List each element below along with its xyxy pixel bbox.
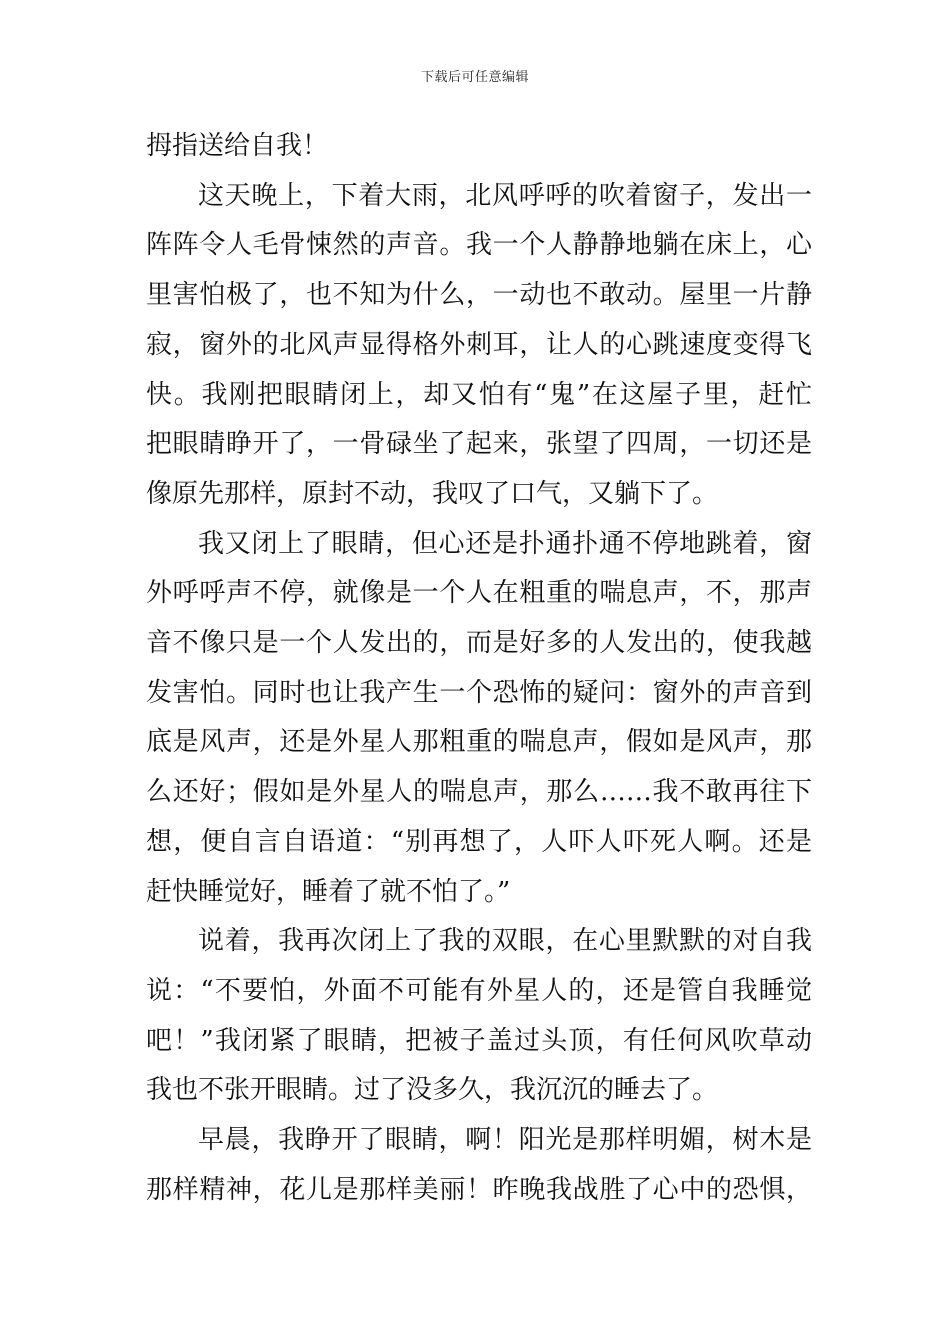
text-line: 音不像只是一个人发出的，而是好多的人发出的，使我越 — [146, 628, 812, 658]
text-line: 发害怕。同时也让我产生一个恐怖的疑问：窗外的声音到 — [146, 678, 812, 708]
text-line: 吧！”我闭紧了眼睛，把被子盖过头顶，有任何风吹草动 — [146, 1026, 812, 1056]
text-line: 我也不张开眼睛。过了没多久，我沉沉的睡去了。 — [146, 1075, 719, 1105]
text-line: 里害怕极了，也不知为什么，一动也不敢动。屋里一片静 — [146, 280, 812, 310]
text-line: 把眼睛睁开了，一骨碌坐了起来，张望了四周，一切还是 — [146, 429, 812, 459]
text-line: 赶快睡觉好，睡着了就不怕了。” — [146, 877, 511, 907]
text-line: 么还好；假如是外星人的喘息声，那么……我不敢再往下 — [146, 777, 812, 807]
text-line: 寂，窗外的北风声显得格外刺耳，让人的心跳速度变得飞 — [146, 330, 812, 360]
text-line: 阵阵令人毛骨悚然的声音。我一个人静静地躺在床上，心 — [146, 230, 812, 260]
page-header: 下载后可任意编辑 — [420, 70, 529, 85]
text-line: 早晨，我睁开了眼睛，啊！阳光是那样明媚，树木是 — [198, 1125, 812, 1155]
text-line: 说着，我再次闭上了我的双眼，在心里默默的对自我 — [198, 926, 812, 956]
text-line: 快。我刚把眼睛闭上，却又怕有“鬼”在这屋子里，赶忙 — [146, 380, 812, 410]
text-line: 那样精神，花儿是那样美丽！昨晚我战胜了心中的恐惧， — [146, 1175, 812, 1205]
text-line: 拇指送给自我！ — [146, 131, 329, 161]
text-line: 说：“不要怕，外面不可能有外星人的，还是管自我睡觉 — [146, 976, 812, 1006]
text-line: 想，便自言自语道：“别再想了，人吓人吓死人啊。还是 — [146, 827, 812, 857]
text-line: 外呼呼声不停，就像是一个人在粗重的喘息声，不，那声 — [146, 578, 812, 608]
text-line: 底是风声，还是外星人那粗重的喘息声，假如是风声，那 — [146, 727, 812, 757]
text-line: 我又闭上了眼睛，但心还是扑通扑通不停地跳着，窗 — [198, 529, 812, 559]
text-line: 像原先那样，原封不动，我叹了口气，又躺下了。 — [146, 479, 719, 509]
text-line: 这天晚上，下着大雨，北风呼呼的吹着窗子，发出一 — [198, 181, 812, 211]
